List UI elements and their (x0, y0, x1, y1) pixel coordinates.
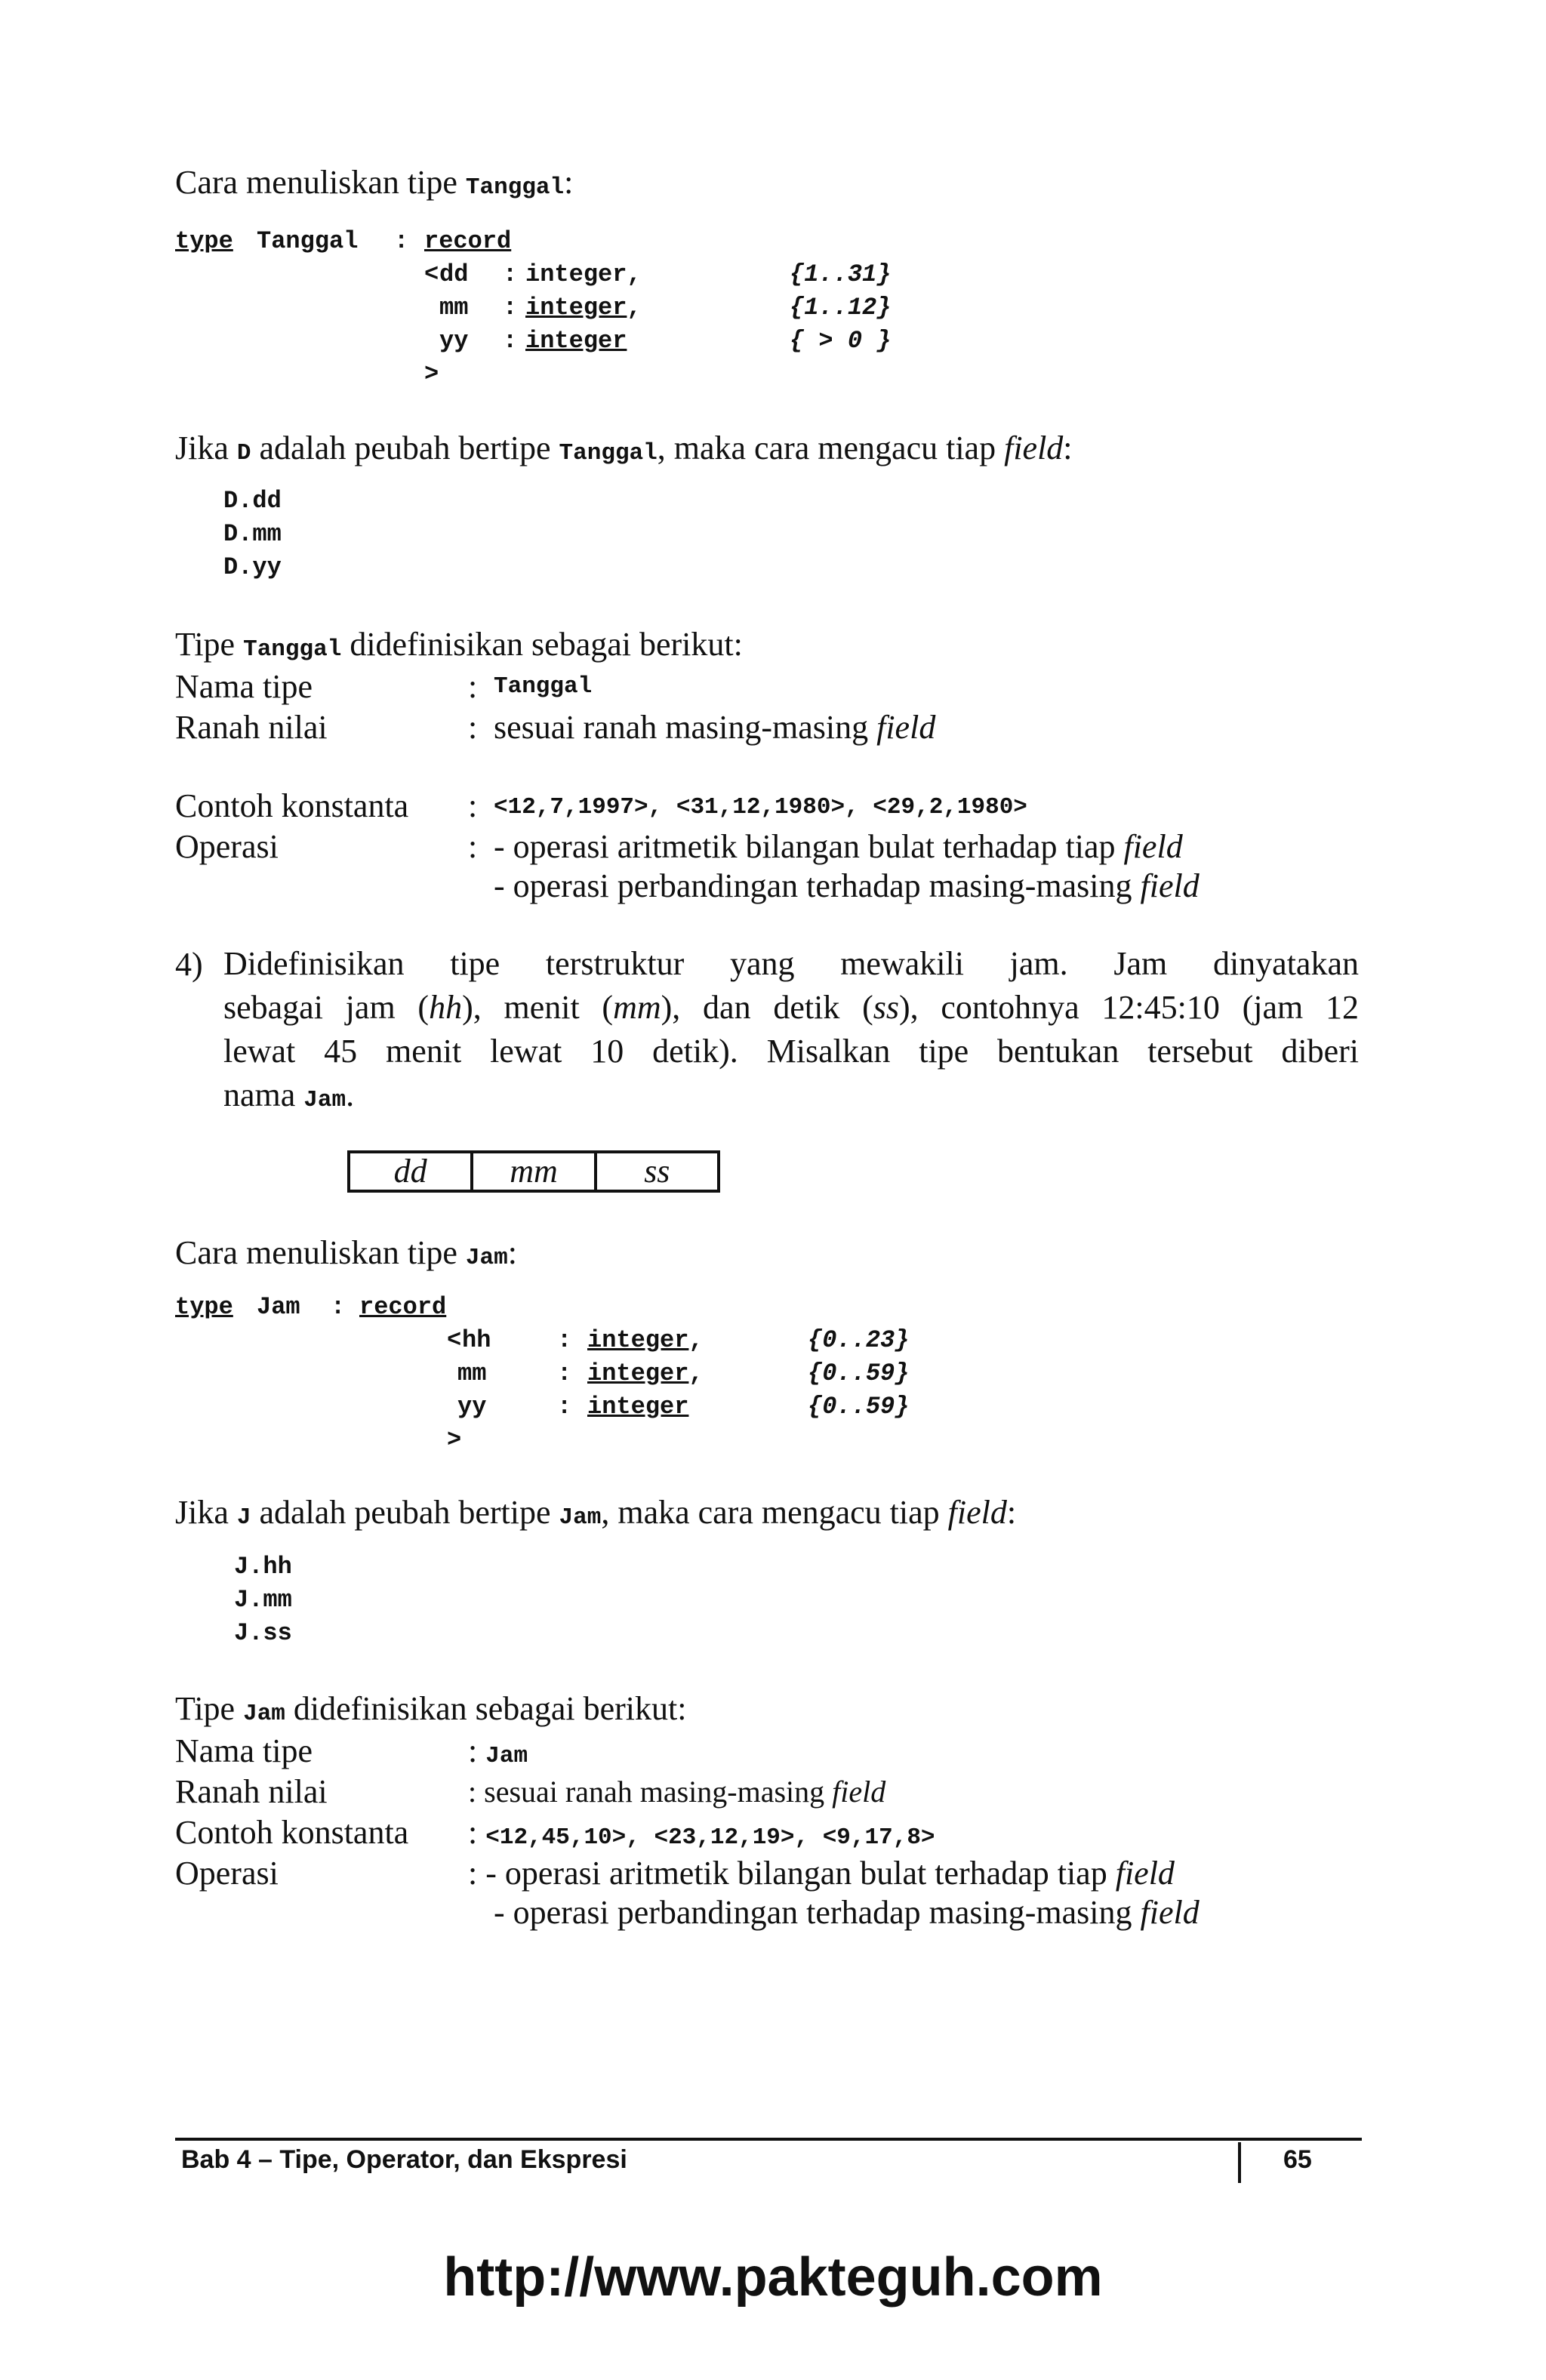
record-close: > (424, 360, 439, 388)
row-value-ranah: : sesuai ranah masing-masing field (468, 1775, 886, 1809)
record-close: > (447, 1426, 462, 1454)
row-value-operasi-1: : - operasi aritmetik bilangan bulat terhadap tiap field (468, 1855, 1175, 1892)
row-colon: : (468, 709, 478, 746)
record-cell: ss (594, 1153, 717, 1190)
definition-heading-tanggal: Tipe Tanggal didefinisikan sebagai berikut: (175, 626, 743, 663)
item-number: 4) (175, 946, 203, 983)
row-label-contoh: Contoh konstanta (175, 1814, 409, 1851)
keyword-record: record (359, 1293, 447, 1321)
field-type: integer (525, 327, 627, 355)
footer-chapter: Bab 4 – Tipe, Operator, dan Ekspresi (181, 2145, 627, 2174)
type-name-code: Tanggal (465, 174, 565, 201)
row-colon: : (468, 787, 478, 824)
page-number: 65 (1283, 2145, 1312, 2174)
field-name: dd (439, 260, 469, 288)
access-line: J.ss (234, 1619, 292, 1647)
field-type: integer (587, 1393, 689, 1421)
access-line: D.mm (223, 520, 282, 548)
row-value-operasi-2: - operasi perbandingan terhadap masing-masing field (494, 867, 1200, 904)
type-identifier: Jam (257, 1293, 300, 1321)
row-label-operasi: Operasi (175, 828, 279, 865)
field-name: mm (439, 294, 469, 322)
field-name: yy (457, 1393, 487, 1421)
section1-heading: Cara menuliskan tipe Tanggal: (175, 164, 574, 201)
access-sentence-tanggal: Jika D adalah peubah bertipe Tanggal, maka cara mengacu tiap field: (175, 430, 1073, 466)
watermark-url: http://www.pakteguh.com (443, 2247, 1103, 2308)
footer-divider (1238, 2142, 1241, 2183)
field-prefix: < (447, 1326, 462, 1354)
row-colon: : (468, 668, 478, 705)
section2-heading: Cara menuliskan tipe Jam: (175, 1234, 517, 1271)
field-type: integer, (587, 1359, 704, 1387)
record-cell: dd (393, 1153, 427, 1190)
field-range: {0..59} (808, 1359, 910, 1387)
row-label-ranah: Ranah nilai (175, 1773, 328, 1810)
field-prefix: < (424, 260, 439, 288)
field-range: {0..59} (808, 1393, 910, 1421)
field-type: integer, (525, 260, 642, 288)
definition-heading-jam: Tipe Jam didefinisikan sebagai berikut: (175, 1690, 687, 1727)
access-line: D.yy (223, 553, 282, 581)
keyword-type: type (175, 1293, 233, 1321)
footer-rule (175, 2138, 1362, 2141)
row-value-operasi-1: - operasi aritmetik bilangan bulat terhadap tiap field (494, 828, 1183, 865)
field-type: integer, (525, 294, 642, 322)
row-value-nama: : Jam (468, 1732, 528, 1769)
access-sentence-jam: Jika J adalah peubah bertipe Jam, maka cara mengacu tiap field: (175, 1494, 1017, 1531)
field-colon: : (503, 260, 518, 288)
row-value-operasi-2: - operasi perbandingan terhadap masing-masing field (494, 1894, 1200, 1931)
row-label-ranah: Ranah nilai (175, 709, 328, 746)
field-colon: : (503, 294, 518, 322)
row-label-nama: Nama tipe (175, 1732, 313, 1769)
record-cell: mm (470, 1153, 593, 1190)
access-line: J.mm (234, 1586, 292, 1614)
row-label-contoh: Contoh konstanta (175, 787, 409, 824)
row-colon: : (468, 828, 478, 865)
field-range: {0..23} (808, 1326, 910, 1354)
field-colon: : (557, 1393, 572, 1421)
row-value-ranah: sesuai ranah masing-masing field (494, 709, 936, 746)
item4-paragraph: Didefinisikan tipe terstruktur yang mewakili jam. Jam dinyatakan sebagai jam (hh), menit (mm), dan detik (ss), contohnya 12:45:10 (jam 12 lewat 45 menit lewat 10 detik). Misalkan tipe bentukan tersebut diberi nama Jam. (223, 945, 1360, 1113)
row-value-contoh: <12,7,1997>, <31,12,1980>, <29,2,1980> (494, 794, 1027, 821)
field-colon: : (557, 1359, 572, 1387)
record-diagram (347, 1150, 720, 1193)
code-colon: : (331, 1293, 346, 1321)
field-type: integer, (587, 1326, 704, 1354)
field-range: {1..31} (790, 260, 892, 288)
keyword-record: record (424, 227, 512, 255)
access-line: J.hh (234, 1553, 292, 1581)
type-identifier: Tanggal (257, 227, 359, 255)
field-name: hh (462, 1326, 491, 1354)
access-line: D.dd (223, 487, 282, 515)
field-name: mm (457, 1359, 487, 1387)
row-value-contoh: : <12,45,10>, <23,12,19>, <9,17,8> (468, 1814, 935, 1851)
row-label-operasi: Operasi (175, 1855, 279, 1892)
keyword-type: type (175, 227, 233, 255)
row-label-nama: Nama tipe (175, 668, 313, 705)
code-colon: : (394, 227, 409, 255)
field-colon: : (557, 1326, 572, 1354)
field-name: yy (439, 327, 469, 355)
field-colon: : (503, 327, 518, 355)
row-value-nama: Tanggal (494, 673, 593, 700)
field-range: { > 0 } (790, 327, 892, 355)
field-range: {1..12} (790, 294, 892, 322)
